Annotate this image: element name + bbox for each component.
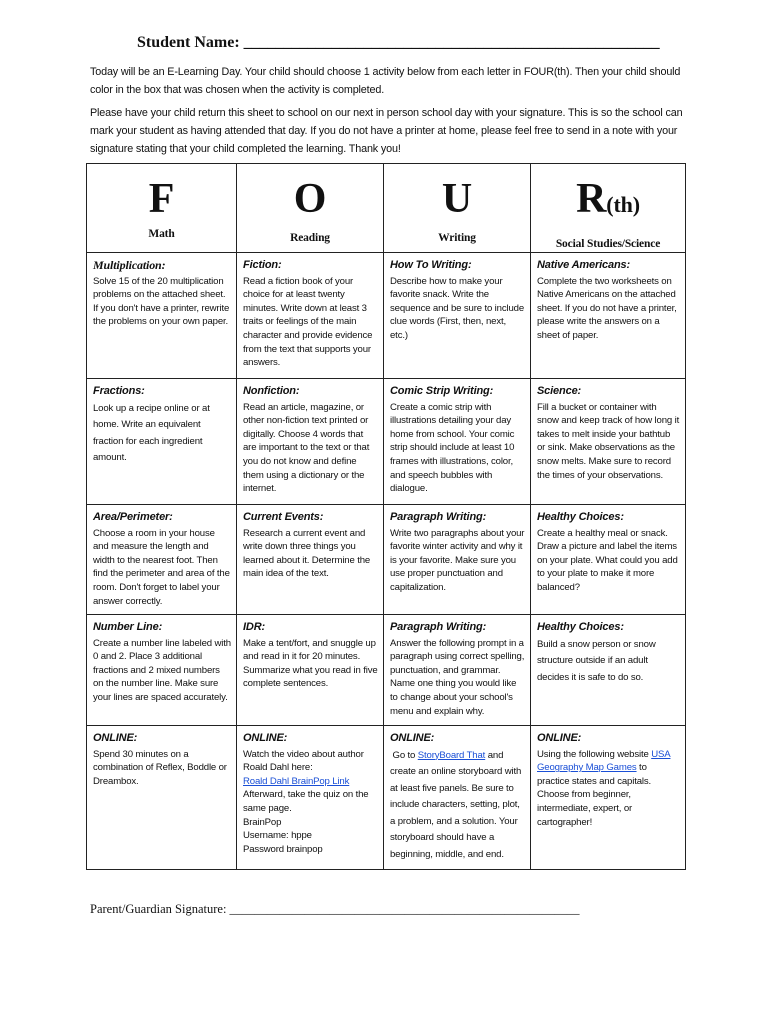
activity-cell[interactable]: [531, 504, 686, 614]
activity-text: Choose a room in your house and measure the length and width to the nearest foot. Then find the perimeter and area of the room. Don't forget to label your answer correctly.: [93, 527, 230, 607]
activity-text: [537, 748, 680, 830]
activity-text: Create a comic strip with illustrations detailing your day home from school. Your comic strip should include at least 10 frames with illustrations, color, and speech bubbles with dialogue.: [390, 401, 515, 495]
activity-cell[interactable]: [237, 504, 384, 614]
activity-title: Current Events:: [243, 510, 324, 523]
activity-cell[interactable]: [87, 504, 237, 614]
activity-text: Complete the two worksheets on Native Americans on the attached sheet. If you do not have a printer, please write the answers on a sheet of paper.: [537, 275, 677, 341]
activity-title: ONLINE:: [537, 731, 582, 744]
column-subject: Reading: [290, 232, 330, 244]
activity-title: Healthy Choices:: [537, 510, 624, 523]
column-subject: Social Studies/Science: [555, 238, 661, 250]
activity-title: Paragraph Writing:: [390, 620, 487, 633]
table-header-row: [87, 164, 686, 253]
activity-cell[interactable]: [237, 725, 384, 869]
activity-text: Create a healthy meal or snack. Draw a picture and label the items on your plate. What could you add to your plate to make it more balanced?: [537, 527, 678, 593]
activity-cell[interactable]: [87, 252, 237, 378]
choice-board-table: [86, 163, 686, 870]
activity-title: Healthy Choices:: [537, 620, 624, 633]
activity-text: Build a snow person or snow structure outside if an adult decides it is safe to do so.: [537, 638, 656, 683]
activity-text: Describe how to make your favorite snack. Write the sequence and be sure to include clue words (First, then, next, etc.): [390, 275, 525, 341]
activity-cell[interactable]: [384, 252, 531, 378]
intro-paragraph-1: Today will be an E-Learning Day. Your child should choose 1 activity below from each letter in FOUR(th). Then your child should color in the box that was chosen when the activity is completed.: [90, 66, 681, 96]
activity-title: Comic Strip Writing:: [390, 384, 494, 397]
activity-cell[interactable]: [237, 252, 384, 378]
activity-text-before: Using the following website: [537, 748, 652, 760]
activity-text: Fill a bucket or container with snow and keep track of how long it takes to melt inside your bathtub or sink. Make observations as the snow melts. Make sure to record the times of your observations.: [537, 401, 680, 481]
activity-cell[interactable]: [531, 252, 686, 378]
activity-cell[interactable]: [237, 378, 384, 504]
storyboard-that-link[interactable]: StoryBoard That: [417, 749, 486, 761]
column-subject: Math: [148, 228, 175, 240]
activity-text: Answer the following prompt in a paragraph using correct spelling, punctuation, and grammar. Name one thing you would like to change about your school's menu and explain why.: [390, 637, 525, 717]
activity-text: [390, 748, 525, 864]
column-header-u: [384, 164, 531, 253]
activity-text: Solve 15 of the 20 multiplication problems on the attached sheet. If you don't have a printer, rewrite the problems on your own paper.: [93, 275, 230, 328]
activity-text: Look up a recipe online or at home. Write an equivalent fraction for each ingredient amount.: [93, 402, 210, 464]
table-row: [87, 378, 686, 504]
activity-title: Fiction:: [243, 258, 282, 271]
column-letter: F: [148, 176, 175, 222]
activity-text-after: and create an online storyboard with at least five panels. Be sure to include characters, setting, plot, a problem, and a solution. Your storyboard should have a beginning, middle, and end.: [390, 749, 522, 860]
activity-title: Native Americans:: [537, 258, 631, 271]
activity-text: Research a current event and write down three things you learned about it. Determine the main idea of the text.: [243, 527, 371, 580]
activity-cell[interactable]: [384, 725, 531, 869]
activity-cell[interactable]: [531, 725, 686, 869]
activity-text: Create a number line labeled with 0 and 2. Place 3 additional fractions and 2 mixed numbers on the number line. Make sure your lines are spaced accurately.: [93, 637, 231, 703]
activity-title: Nonfiction:: [243, 384, 300, 397]
activity-title: Number Line:: [93, 620, 163, 633]
activity-title: Science:: [537, 384, 582, 397]
activity-cell[interactable]: [384, 614, 531, 725]
activity-text: Write two paragraphs about your favorite winter activity and why it is your favorite. Make sure you use proper punctuation and capitalization.: [390, 527, 525, 593]
column-header-f: [87, 164, 237, 253]
column-letter: O: [293, 176, 327, 222]
table-row: [87, 614, 686, 725]
column-header-o: [237, 164, 384, 253]
column-letter-suffix: (th): [606, 192, 640, 217]
table-row: [87, 252, 686, 378]
activity-text: Spend 30 minutes on a combination of Reflex, Boddle or Dreambox.: [93, 748, 227, 787]
activity-cell[interactable]: [237, 614, 384, 725]
activity-text: Read an article, magazine, or other non-fiction text printed or digitally. Choose 4 words that are important to the text or that you do not know and define them using a dictionary or the internet.: [243, 401, 370, 495]
activity-cell[interactable]: [531, 614, 686, 725]
column-letter: R(th): [576, 176, 640, 222]
usa-geography-map-games-link[interactable]: USA Geography Map Games: [537, 748, 671, 774]
table-row: [87, 725, 686, 869]
activity-title: ONLINE:: [390, 731, 435, 744]
activity-text-before: Watch the video about author Roald Dahl here:: [243, 748, 364, 774]
activity-title: Multiplication:: [93, 257, 166, 272]
table-row: [87, 504, 686, 614]
column-subject: Writing: [438, 232, 476, 244]
activity-cell[interactable]: [531, 378, 686, 504]
activity-text-after: Afterward, take the quiz on the same page. BrainPop Username: hppe Password brainpop: [243, 789, 369, 855]
activity-title: ONLINE:: [93, 731, 138, 744]
activity-title: How To Writing:: [390, 258, 472, 271]
activity-text-after: to practice states and capitals. Choose from beginner, intermediate, expert, or cartographer!: [537, 762, 652, 828]
activity-title: Area/Perimeter:: [93, 510, 173, 523]
student-name-line: Student Name: ____________________________________________________: [137, 34, 660, 51]
activity-cell[interactable]: [384, 504, 531, 614]
roald-dahl-brainpop-link[interactable]: Roald Dahl BrainPop Link: [243, 775, 350, 787]
activity-cell[interactable]: [87, 725, 237, 869]
activity-text: [243, 748, 378, 857]
activity-title: ONLINE:: [243, 731, 288, 744]
column-letter: U: [441, 176, 473, 222]
activity-text-before: Go to: [390, 749, 418, 761]
activity-cell[interactable]: [384, 378, 531, 504]
activity-title: Paragraph Writing:: [390, 510, 487, 523]
parent-signature-line: Parent/Guardian Signature: ________________________________________________________: [90, 902, 580, 916]
activity-title: Fractions:: [93, 384, 145, 397]
intro-paragraph-2: Please have your child return this sheet to school on our next in person school day with your signature. This is so the school can mark your student as having attended that day. If you do not have a printer at home, please feel free to send in a note with your signature stating that your child completed the learning. Thank you!: [90, 107, 683, 155]
activity-cell[interactable]: [87, 378, 237, 504]
activity-text: Make a tent/fort, and snuggle up and read in it for 20 minutes. Summarize what you read in five complete sentences.: [243, 637, 378, 690]
activity-text: Read a fiction book of your choice for at least twenty minutes. Write down at least 3 traits or feelings of the main character and provide evidence from the text that supports your answers.: [243, 275, 373, 369]
activity-cell[interactable]: [87, 614, 237, 725]
activity-title: IDR:: [243, 620, 266, 633]
column-header-r: [531, 164, 686, 253]
